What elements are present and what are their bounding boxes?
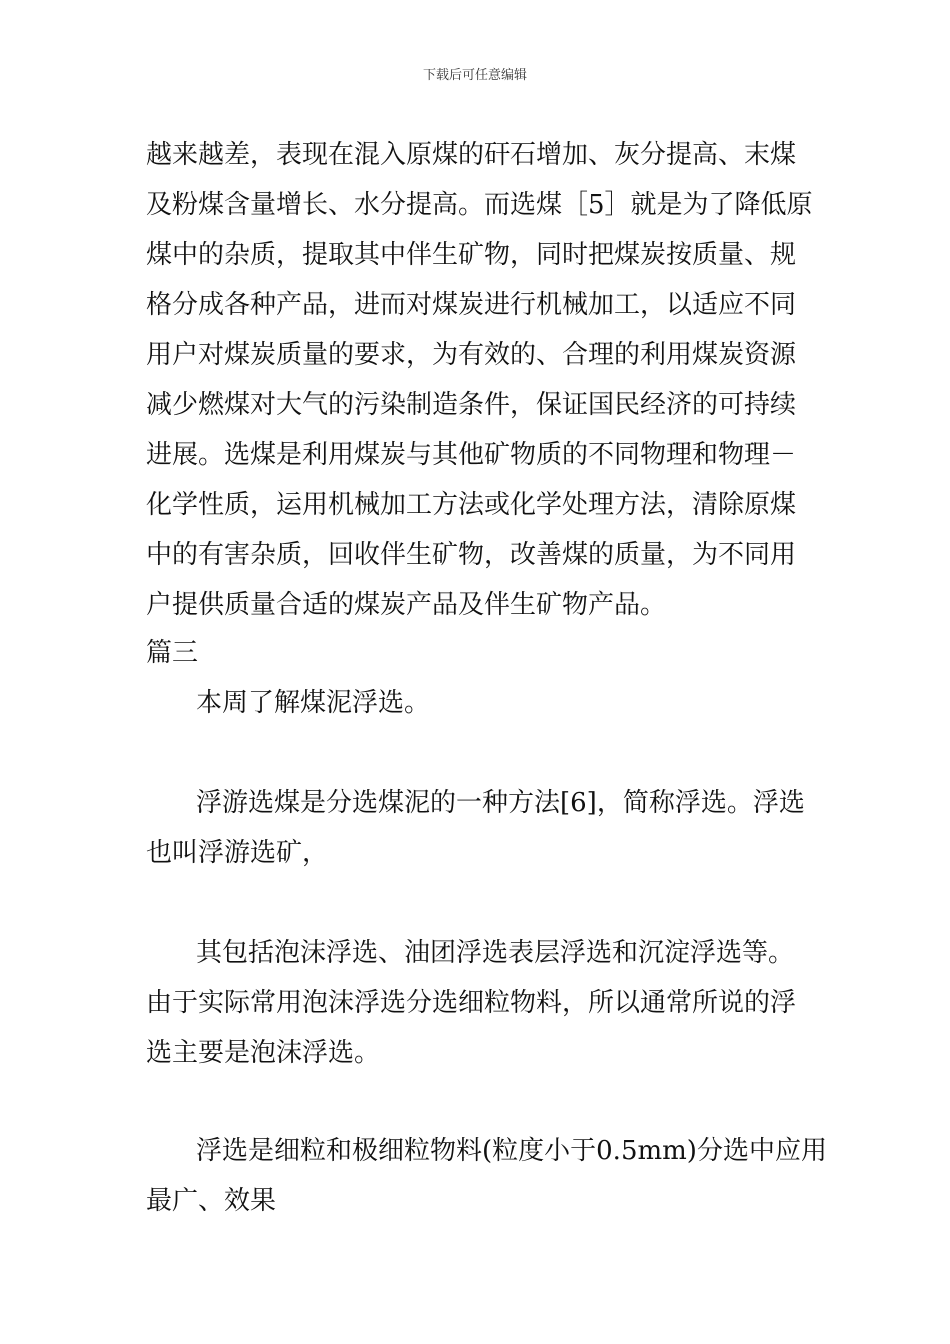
paragraph-line: 及粉煤含量增长、水分提高。而选煤［5］就是为了降低原 bbox=[146, 190, 813, 220]
paragraph-line: 也叫浮游选矿， bbox=[146, 838, 329, 868]
paragraph-line: 越来越差，表现在混入原煤的矸石增加、灰分提高、末煤 bbox=[146, 140, 797, 170]
paragraph-line: 煤中的杂质，提取其中伴生矿物，同时把煤炭按质量、规 bbox=[146, 240, 797, 270]
paragraph-line: 格分成各种产品，进而对煤炭进行机械加工，以适应不同 bbox=[146, 290, 797, 320]
paragraph-line: 最广、效果 bbox=[146, 1186, 277, 1216]
paragraph-line: 由于实际常用泡沫浮选分选细粒物料，所以通常所说的浮 bbox=[146, 988, 797, 1018]
paragraph-line: 选主要是泡沫浮选。 bbox=[146, 1038, 381, 1068]
paragraph-line: 用户对煤炭质量的要求，为有效的、合理的利用煤炭资源 bbox=[146, 340, 797, 370]
page-header: 下载后可任意编辑 bbox=[422, 68, 527, 83]
paragraph-line: 本周了解煤泥浮选。 bbox=[196, 688, 431, 718]
paragraph-line: 浮选是细粒和极细粒物料(粒度小于0.5mm)分选中应用 bbox=[196, 1136, 827, 1166]
paragraph-line: 进展。选煤是利用煤炭与其他矿物质的不同物理和物理－ bbox=[146, 440, 797, 470]
paragraph-line: 中的有害杂质，回收伴生矿物，改善煤的质量，为不同用 bbox=[146, 540, 797, 570]
paragraph-line: 浮游选煤是分选煤泥的一种方法[6]，简称浮选。浮选 bbox=[196, 788, 805, 818]
section-heading: 篇三 bbox=[146, 638, 199, 668]
paragraph-line: 其包括泡沫浮选、油团浮选表层浮选和沉淀浮选等。 bbox=[196, 938, 795, 968]
paragraph-line: 化学性质，运用机械加工方法或化学处理方法，清除原煤 bbox=[146, 490, 797, 520]
paragraph-line: 减少燃煤对大气的污染制造条件，保证国民经济的可持续 bbox=[146, 390, 797, 420]
paragraph-line: 户提供质量合适的煤炭产品及伴生矿物产品。 bbox=[146, 590, 667, 620]
